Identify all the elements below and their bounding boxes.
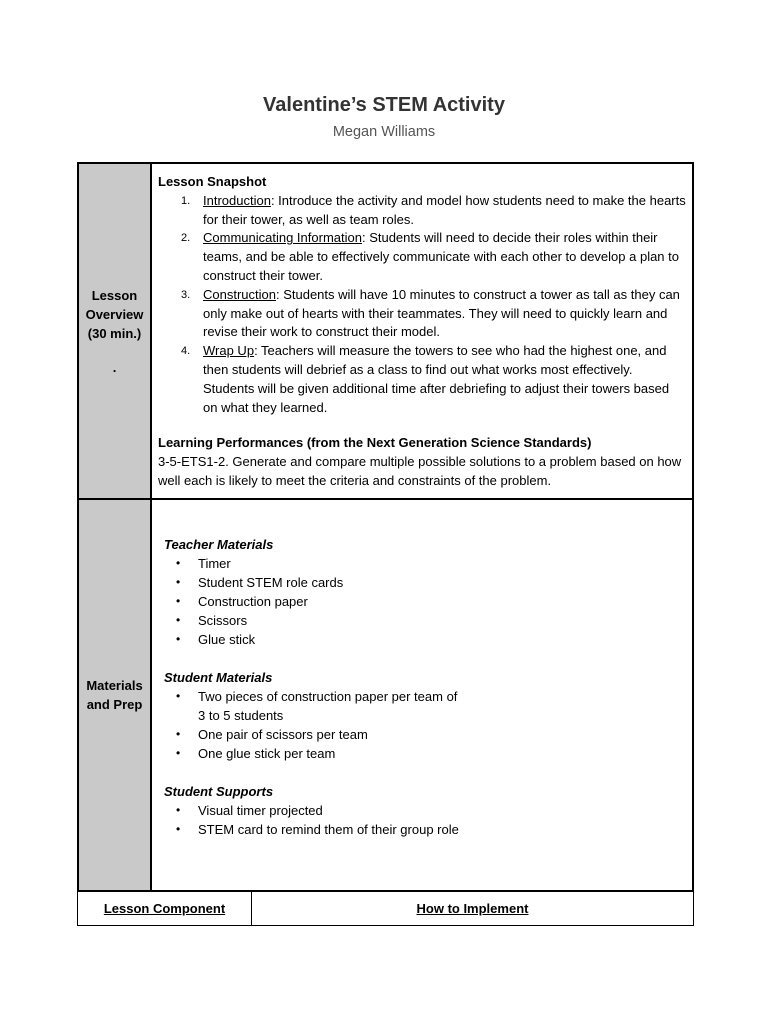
step-text: : Students will have 10 minutes to construct a tower as tall as they can only make out of hearts with their teammates. They will need to quickly learn and revise their work to construct their model. [203, 286, 680, 340]
snapshot-steps [158, 192, 686, 418]
list-item: • STEM card to remind them of their group role [198, 820, 468, 839]
step-number: 3. [181, 288, 191, 301]
list-item: • Glue stick [198, 630, 692, 649]
label-line: Materials [86, 678, 143, 693]
student-materials-list [164, 687, 692, 763]
step-number: 2. [181, 232, 191, 245]
lesson-overview-label [79, 164, 152, 498]
step-text: : Teachers will measure the towers to see who had the highest one, and then students will debrief as a class to find out what works most effectively. Students will be given additional time after debriefing to adjust their towers based on what they learned. [203, 343, 670, 415]
label-line: Overview [85, 306, 144, 322]
list-item: • Timer [198, 554, 692, 573]
step-name: Communicating Information [203, 230, 362, 246]
step-name: Introduction [203, 192, 271, 208]
list-item: • One pair of scissors per team [198, 725, 692, 744]
lesson-overview-row [77, 162, 694, 500]
document-title: Valentine’s STEM Activity [263, 94, 505, 116]
list-item: • Construction paper [198, 592, 692, 611]
label-dot: . [112, 359, 117, 375]
list-item: • Two pieces of construction paper per team of 3 to 5 students [198, 687, 468, 725]
step-text: : Introduce the activity and model how students need to make the hearts for their tower, as well as team roles. [203, 192, 686, 227]
list-item: • Scissors [198, 611, 692, 630]
label-line: Lesson [91, 287, 138, 303]
step-text: : Students will need to decide their roles within their teams, and be able to effectively communicate with each other to develop a plan to construct their tower. [203, 230, 679, 283]
student-materials-heading: Student Materials [164, 670, 273, 685]
materials-label [79, 500, 152, 890]
step-item [181, 342, 686, 417]
document-author: Megan Williams [332, 124, 436, 140]
performances-heading: Learning Performances (from the Next Generation Science Standards) [158, 435, 592, 451]
performances-text: 3-5-ETS1-2. Generate and compare multiple possible solutions to a problem based on how well each is likely to meet the criteria and constraints of the problem. [158, 454, 682, 488]
materials-row [77, 498, 694, 892]
step-number: 1. [181, 194, 191, 207]
materials-content [152, 500, 692, 890]
lesson-component-header: Lesson Component [78, 891, 252, 925]
step-name: Wrap Up [203, 343, 255, 359]
step-number: 4. [181, 345, 191, 358]
how-to-implement-header: How to Implement [416, 900, 529, 916]
list-item: • Student STEM role cards [198, 573, 692, 592]
list-item: • One glue stick per team [198, 744, 692, 763]
implementation-table-header [77, 890, 694, 926]
step-item [181, 286, 686, 342]
student-supports-list [164, 801, 692, 839]
snapshot-heading: Lesson Snapshot [158, 174, 267, 189]
teacher-materials-heading: Teacher Materials [164, 537, 274, 552]
list-item: • Visual timer projected [198, 801, 692, 820]
step-item [181, 192, 686, 230]
lesson-overview-content [152, 164, 692, 498]
label-line: and Prep [86, 697, 143, 712]
teacher-materials-list [164, 554, 692, 649]
student-supports-heading: Student Supports [164, 784, 274, 799]
label-line: (30 min.) [87, 325, 142, 341]
step-name: Construction [203, 286, 276, 302]
step-item [181, 229, 686, 285]
